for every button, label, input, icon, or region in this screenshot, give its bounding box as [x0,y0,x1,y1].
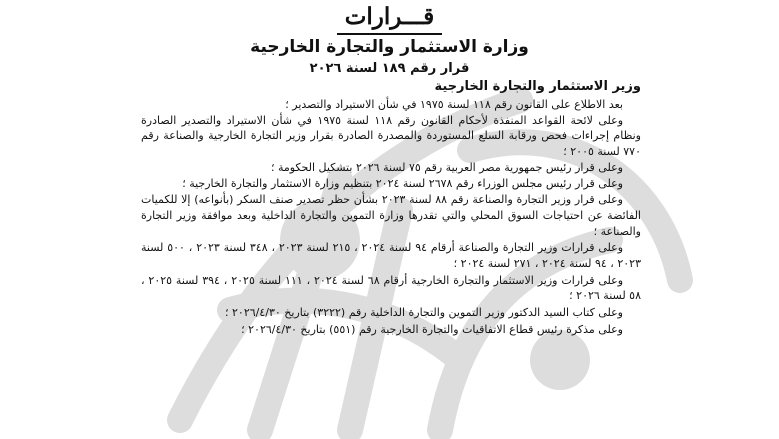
decision-number: قرار رقم ١٨٩ لسنة ٢٠٢٦ [309,61,470,76]
ministry-name: وزارة الاستثمار والتجارة الخارجية [250,37,529,57]
section-heading-text: قـــرارات [337,2,442,35]
paragraph: وعلى لائحة القواعد المنفذة لأحكام القانون رقم ١١٨ لسنة ١٩٧٥ في شأن الاستيراد والتصدير الصادرة ونظام إجراءات فحص ورقابة السلع المستوردة والمصدرة الصادرة بقرار وزير التجارة الخارجية والصناعة رقم ٧٧٠ لسنة ٢٠٠٥ ؛ [141,113,641,159]
paragraph: وعلى قرار وزير التجارة والصناعة رقم ٨٨ لسنة ٢٠٢٣ بشأن حظر تصدير صنف السكر (بأنواعه) إلا للكميات الفائضة عن احتياجات السوق المحلي والتي تقدرها وزارة التموين والتجارة الداخلية وبعد موافقة وزير التجارة والصناعة ؛ [141,193,641,238]
issuer-title: وزير الاستثمار والتجارة الخارجية [434,79,641,94]
paragraph: وعلى قرار رئيس مجلس الوزراء رقم ٢٦٧٨ لسنة ٢٠٢٤ بتنظيم وزارة الاستثمار والتجارة الخارجية ؛ [182,176,623,190]
paragraph: وعلى قرارات وزير التجارة والصناعة أرقام ٩٤ لسنة ٢٠٢٤ ، ٢١٥ لسنة ٢٠٢٣ ، ٣٤٨ لسنة ٢٠٢٣ ، ٥٠٠ لسنة ٢٠٢٣ ، ٩٤ لسنة ٢٠٢٤ ، ٢٧١ لسنة ٢٠٢٤ ؛ [141,241,641,271]
paragraph: بعد الاطلاع على القانون رقم ١١٨ لسنة ١٩٧٥ في شأن الاستيراد والتصدير ؛ [285,98,623,111]
paragraph: وعلى مذكرة رئيس قطاع الاتفاقيات والتجارة الخارجية رقم (٥٥١) بتاريخ ٢٠٢٦/٤/٣٠ ؛ [241,322,623,336]
section-heading [0,2,779,35]
paragraph: وعلى قرار رئيس جمهورية مصر العربية رقم ٧٥ لسنة ٢٠٢٦ بتشكيل الحكومة ؛ [270,160,623,174]
document-body [141,97,641,338]
paragraph: وعلى قرارات وزير الاستثمار والتجارة الخارجية أرقام ٦٨ لسنة ٢٠٢٤ ، ١١١ لسنة ٢٠٢٥ ، ٣٩٤ لسنة ٢٠٢٥ ، ٥٨ لسنة ٢٠٢٦ ؛ [141,273,641,303]
paragraph: وعلى كتاب السيد الدكتور وزير التموين والتجارة الداخلية رقم (٣٢٢٢) بتاريخ ٢٠٢٦/٤/٣٠ ؛ [225,306,623,320]
